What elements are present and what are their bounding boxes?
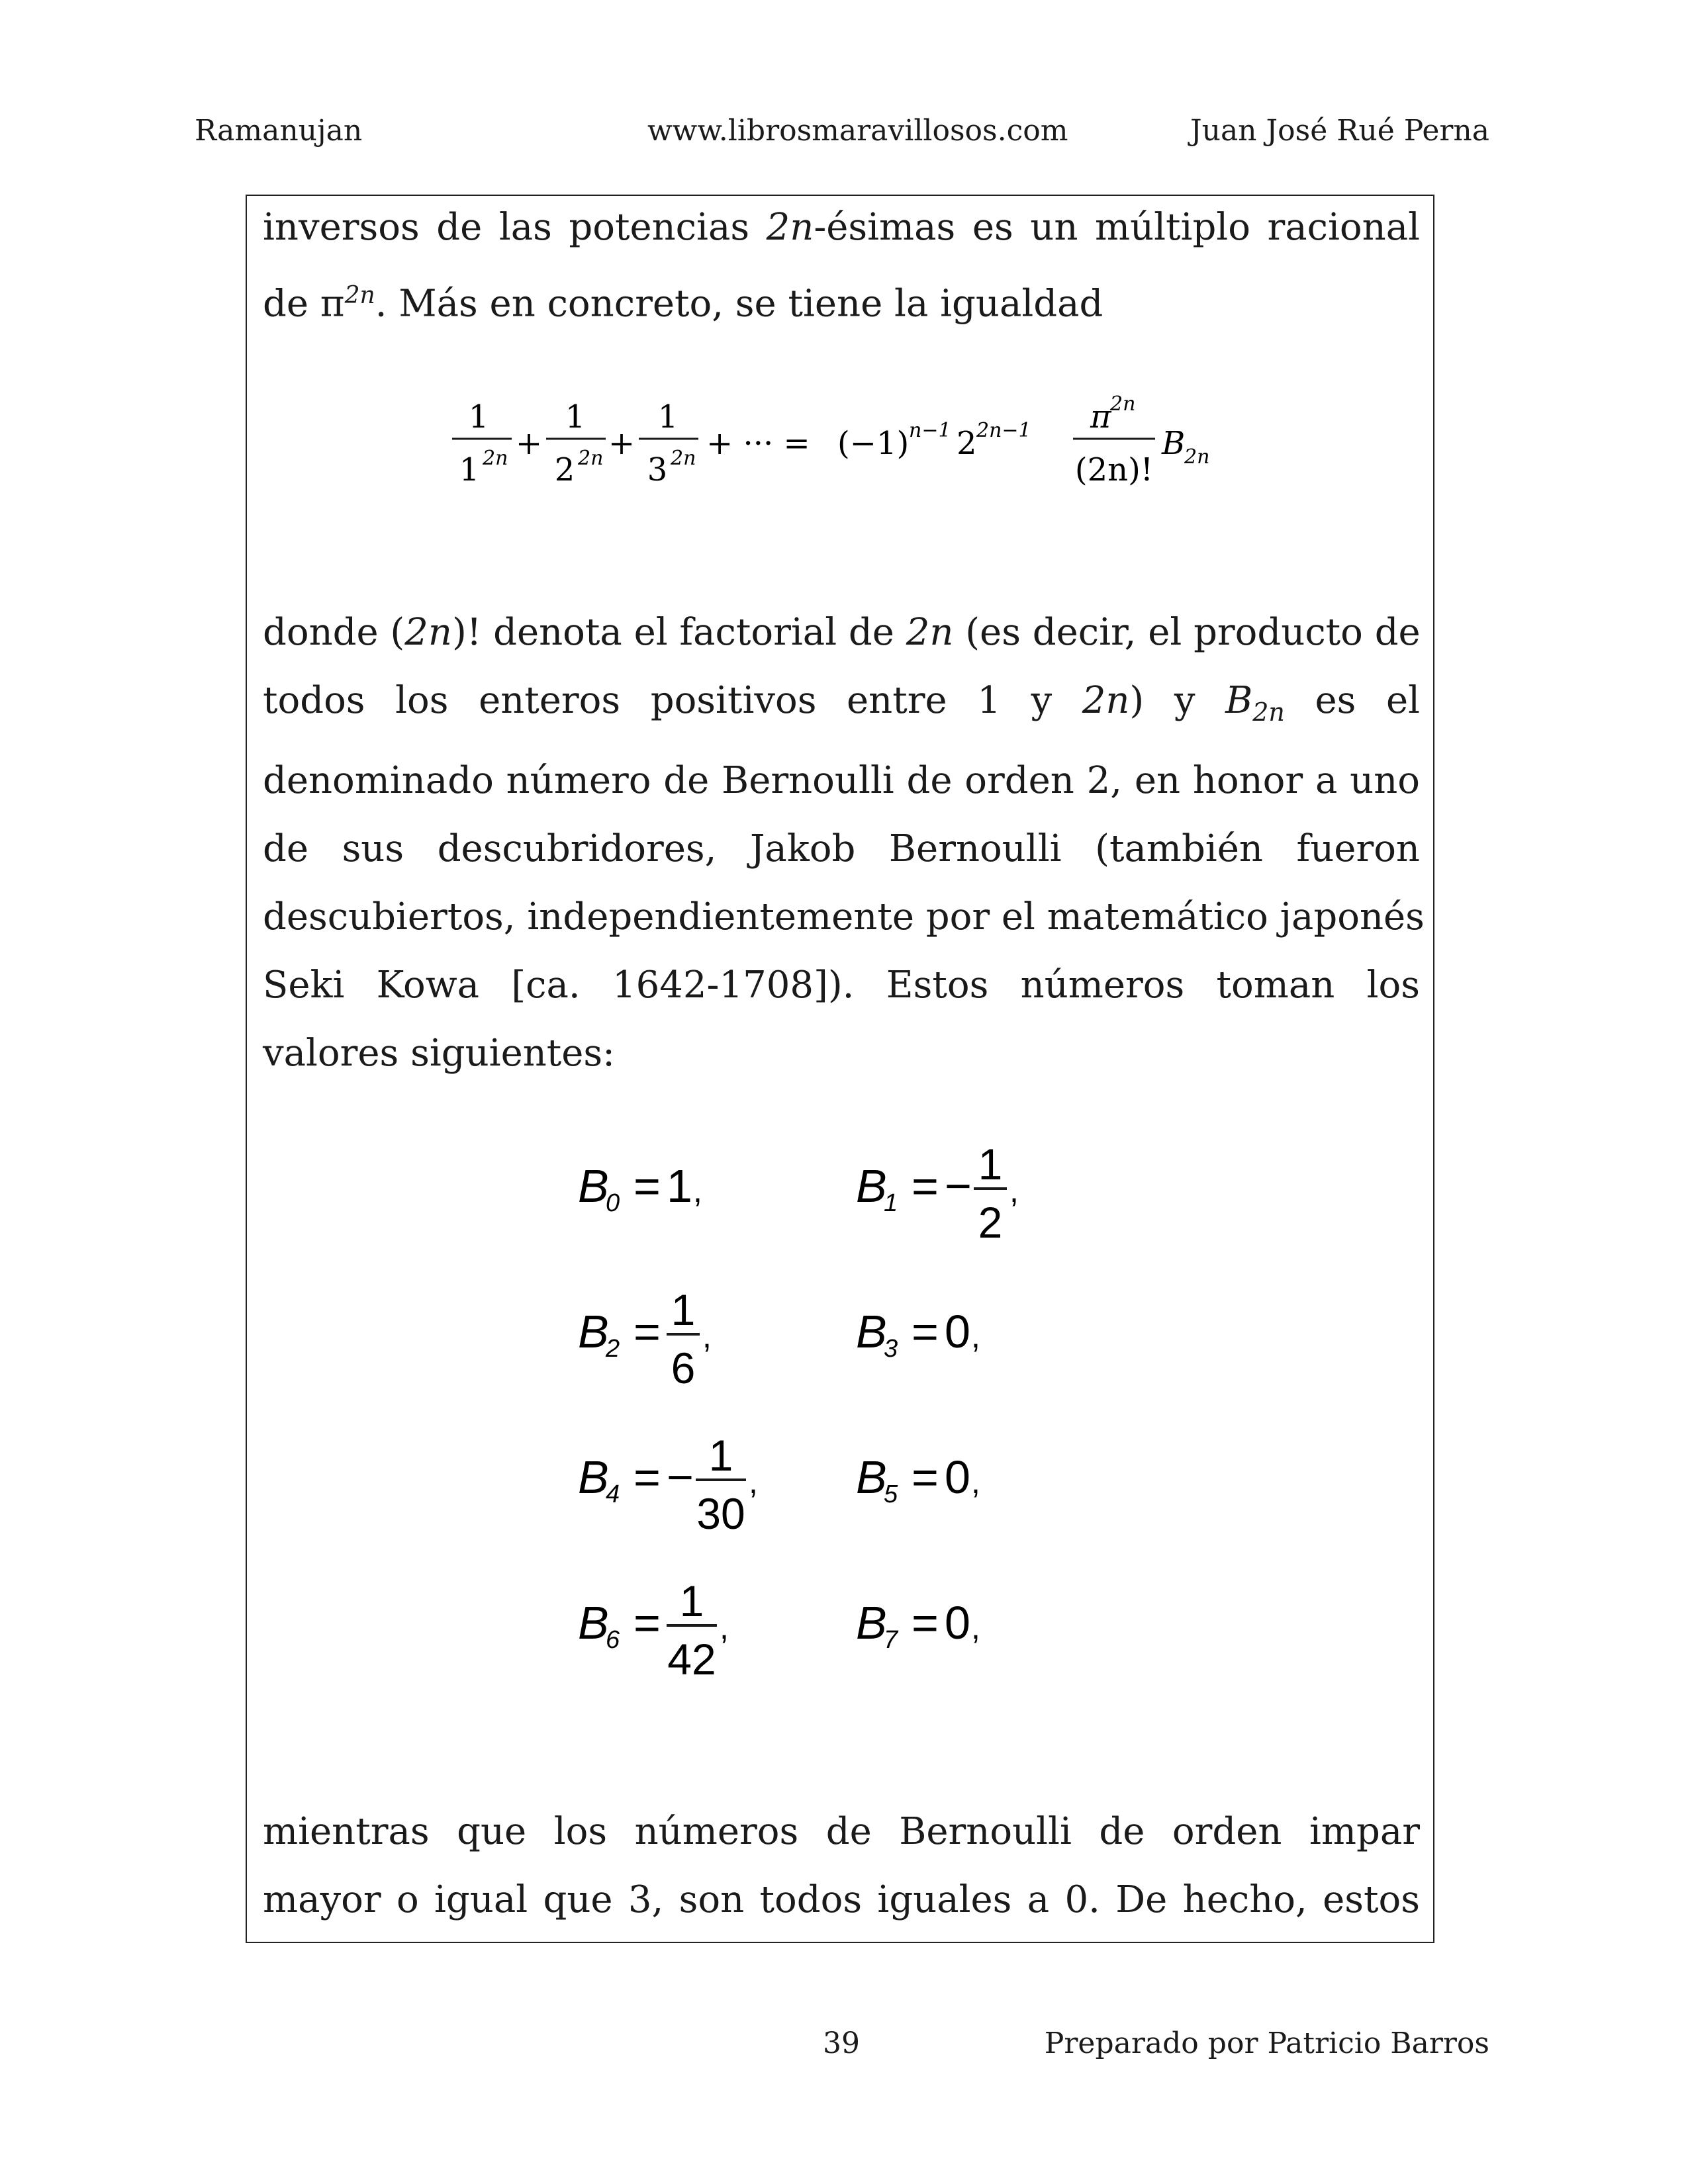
bernoulli-b-label: B <box>578 1597 609 1649</box>
bernoulli-index: 4 <box>606 1480 620 1508</box>
bernoulli-equals: = <box>633 1160 661 1212</box>
bernoulli-values-table <box>578 1142 1081 1725</box>
bernoulli-b-label: B <box>856 1306 887 1357</box>
bernoulli-equals: = <box>633 1451 661 1503</box>
bernoulli-numerator: 1 <box>708 1431 733 1480</box>
header-website: www.librosmaravillosos.com <box>647 114 1068 148</box>
bernoulli-index: 3 <box>884 1335 898 1363</box>
footer-credit: Preparado por Patricio Barros <box>1044 2026 1489 2060</box>
bernoulli-numerator: 1 <box>671 1285 696 1334</box>
eq-f3-den: 3 <box>647 451 668 488</box>
eq-f2-exp: 2n <box>578 447 604 470</box>
page-number: 39 <box>823 2026 860 2060</box>
eq-f1-num: 1 <box>468 398 489 435</box>
bernoulli-b-label: B <box>856 1597 887 1649</box>
text-line: todos los enteros positivos entre 1 y 2n) y $B_{2n}$ es el <box>263 679 1421 727</box>
eq-two: 2 <box>957 425 977 462</box>
eq-f1-den: 1 <box>459 451 480 488</box>
paragraph-intro <box>263 193 1420 338</box>
svg-text:+: + <box>515 425 543 462</box>
bernoulli-index: 1 <box>884 1189 898 1217</box>
eq-f3-num: 1 <box>657 398 679 435</box>
bernoulli-comma: , <box>720 1609 729 1646</box>
text-line: mayor o igual que 3, son todos iguales a 0. De hecho, estos <box>263 1878 1420 1921</box>
bernoulli-comma: , <box>693 1172 702 1209</box>
bernoulli-equals: = <box>912 1160 939 1212</box>
header-book-title: Ramanujan <box>195 114 363 148</box>
bernoulli-comma: , <box>971 1463 980 1500</box>
bernoulli-denominator: 6 <box>671 1343 696 1392</box>
eq-dots: + ··· = <box>706 425 810 462</box>
eq-pi-exp: 2n <box>1110 392 1136 416</box>
text-line: denominado número de Bernoulli de orden 2, en honor a uno <box>263 759 1420 803</box>
bernoulli-comma: , <box>702 1318 712 1355</box>
bernoulli-denominator: 30 <box>696 1489 745 1538</box>
bernoulli-comma: , <box>971 1609 980 1646</box>
bernoulli-index: 2 <box>606 1335 620 1363</box>
bernoulli-b-label: B <box>578 1160 609 1212</box>
bernoulli-sign: − <box>945 1160 972 1212</box>
bernoulli-index: 5 <box>884 1480 898 1508</box>
bernoulli-b-label: B <box>578 1306 609 1357</box>
bernoulli-value: 0 <box>945 1597 970 1649</box>
text-line: de sus descubridores, Jakob Bernoulli (también fueron <box>263 827 1420 871</box>
text-line: de $\pi^{2n}$. Más en concreto, se tiene la igualdad <box>263 282 1103 326</box>
bernoulli-denominator: 2 <box>978 1198 1003 1247</box>
bernoulli-b-label: B <box>578 1451 609 1503</box>
bernoulli-equals: = <box>912 1597 939 1649</box>
paragraph-bernoulli-definition <box>263 598 1425 1087</box>
eq-f2-den: 2 <box>554 451 575 488</box>
text-line: descubiertos, independientemente por el matemático japonés <box>263 895 1425 939</box>
eq-f3-exp: 2n <box>671 447 696 470</box>
text-line: donde (2n)! denota el factorial de 2n (es decir, el producto de <box>263 611 1421 654</box>
eq-f2-num: 1 <box>565 398 586 435</box>
text-line: inversos de las potencias 2n-ésimas es un múltiplo racional <box>263 206 1420 249</box>
bernoulli-equals: = <box>912 1451 939 1503</box>
bernoulli-b-label: B <box>856 1451 887 1503</box>
bernoulli-numerator: 1 <box>978 1142 1003 1189</box>
bernoulli-index: 0 <box>606 1189 620 1217</box>
paragraph-odd-order <box>263 1797 1420 1934</box>
bernoulli-numerator: 1 <box>679 1576 704 1625</box>
bernoulli-b-label: B <box>856 1160 887 1212</box>
text-line: Seki Kowa [ca. 1642-1708]). Estos números toman los <box>263 964 1420 1007</box>
bernoulli-value: 1 <box>667 1160 692 1212</box>
bernoulli-comma: , <box>749 1463 758 1500</box>
eq-pi: π <box>1090 398 1111 435</box>
bernoulli-comma: , <box>1009 1172 1019 1209</box>
text-line: valores siguientes: <box>263 1032 616 1075</box>
bernoulli-equals: = <box>633 1597 661 1649</box>
eq-two-exp: 2n−1 <box>976 419 1031 442</box>
eq-neg-exp: n−1 <box>909 419 951 442</box>
content-box <box>246 195 1434 1943</box>
bernoulli-comma: , <box>971 1318 980 1355</box>
bernoulli-equals: = <box>633 1306 661 1357</box>
svg-text:+: + <box>608 425 635 462</box>
bernoulli-value: 0 <box>945 1306 970 1357</box>
bernoulli-sign: − <box>667 1451 694 1503</box>
bernoulli-index: 7 <box>884 1626 898 1654</box>
eq-b: B <box>1162 425 1186 462</box>
eq-neg-one: (−1) <box>837 425 910 462</box>
bernoulli-value: 0 <box>945 1451 970 1503</box>
bernoulli-equals: = <box>912 1306 939 1357</box>
header-author: Juan José Rué Perna <box>1190 114 1489 148</box>
zeta-equation <box>445 388 1306 520</box>
bernoulli-index: 6 <box>606 1626 620 1654</box>
text-line: mientras que los números de Bernoulli de orden impar <box>263 1810 1420 1853</box>
bernoulli-denominator: 42 <box>667 1635 716 1684</box>
eq-factorial: (2n)! <box>1074 451 1154 488</box>
eq-f1-exp: 2n <box>483 447 508 470</box>
eq-b-sub: 2n <box>1184 445 1210 469</box>
